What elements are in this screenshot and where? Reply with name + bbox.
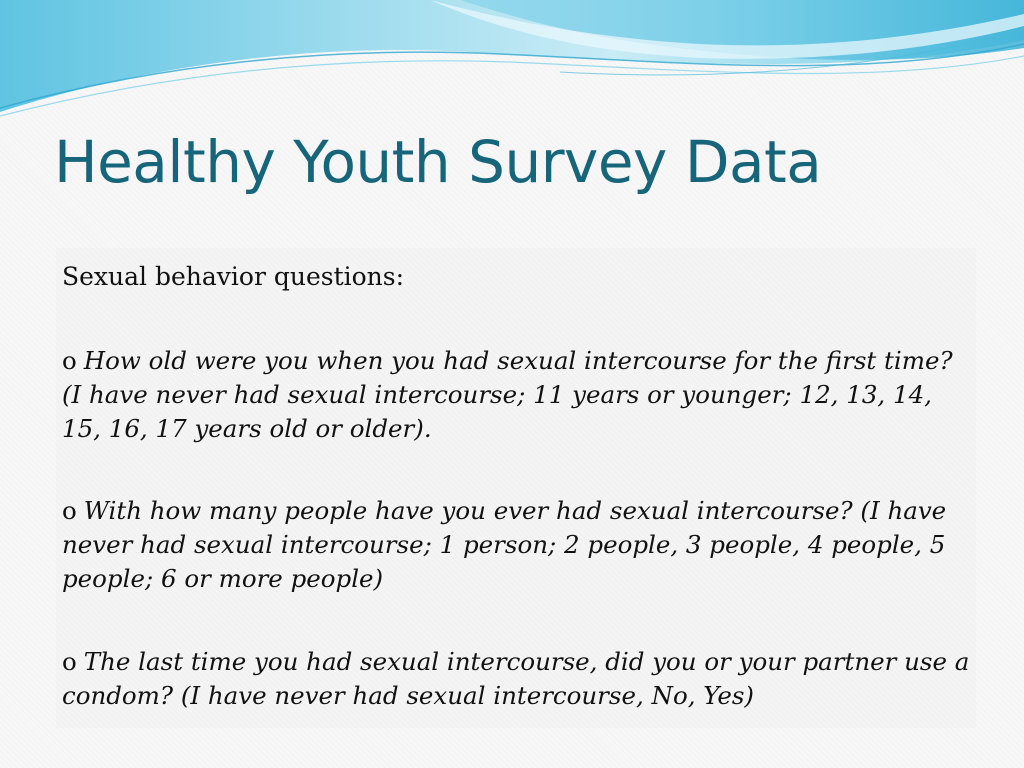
- question-1: [62, 344, 972, 446]
- slide-title: Healthy Youth Survey Data: [54, 128, 822, 196]
- bullet-marker: o: [62, 647, 77, 676]
- header-wave-decoration: [0, 0, 1024, 120]
- bullet-marker: o: [62, 496, 77, 525]
- question-1-text: How old were you when you had sexual intercourse for the first time? (I have never had sexual intercourse; 11 years or younger; 12, 13, 14, 15, 16, 17 years old or older).: [62, 346, 953, 443]
- question-3: [62, 645, 972, 713]
- question-3-text: The last time you had sexual intercourse, did you or your partner use a condom? (I have never had sexual intercourse, No, Yes): [62, 647, 970, 710]
- intro-text: Sexual behavior questions:: [62, 262, 405, 291]
- question-2: [62, 494, 972, 596]
- bullet-marker: o: [62, 346, 77, 375]
- question-2-text: With how many people have you ever had sexual intercourse? (I have never had sexual intercourse; 1 person; 2 people, 3 people, 4 people, 5 people; 6 or more people): [62, 496, 947, 593]
